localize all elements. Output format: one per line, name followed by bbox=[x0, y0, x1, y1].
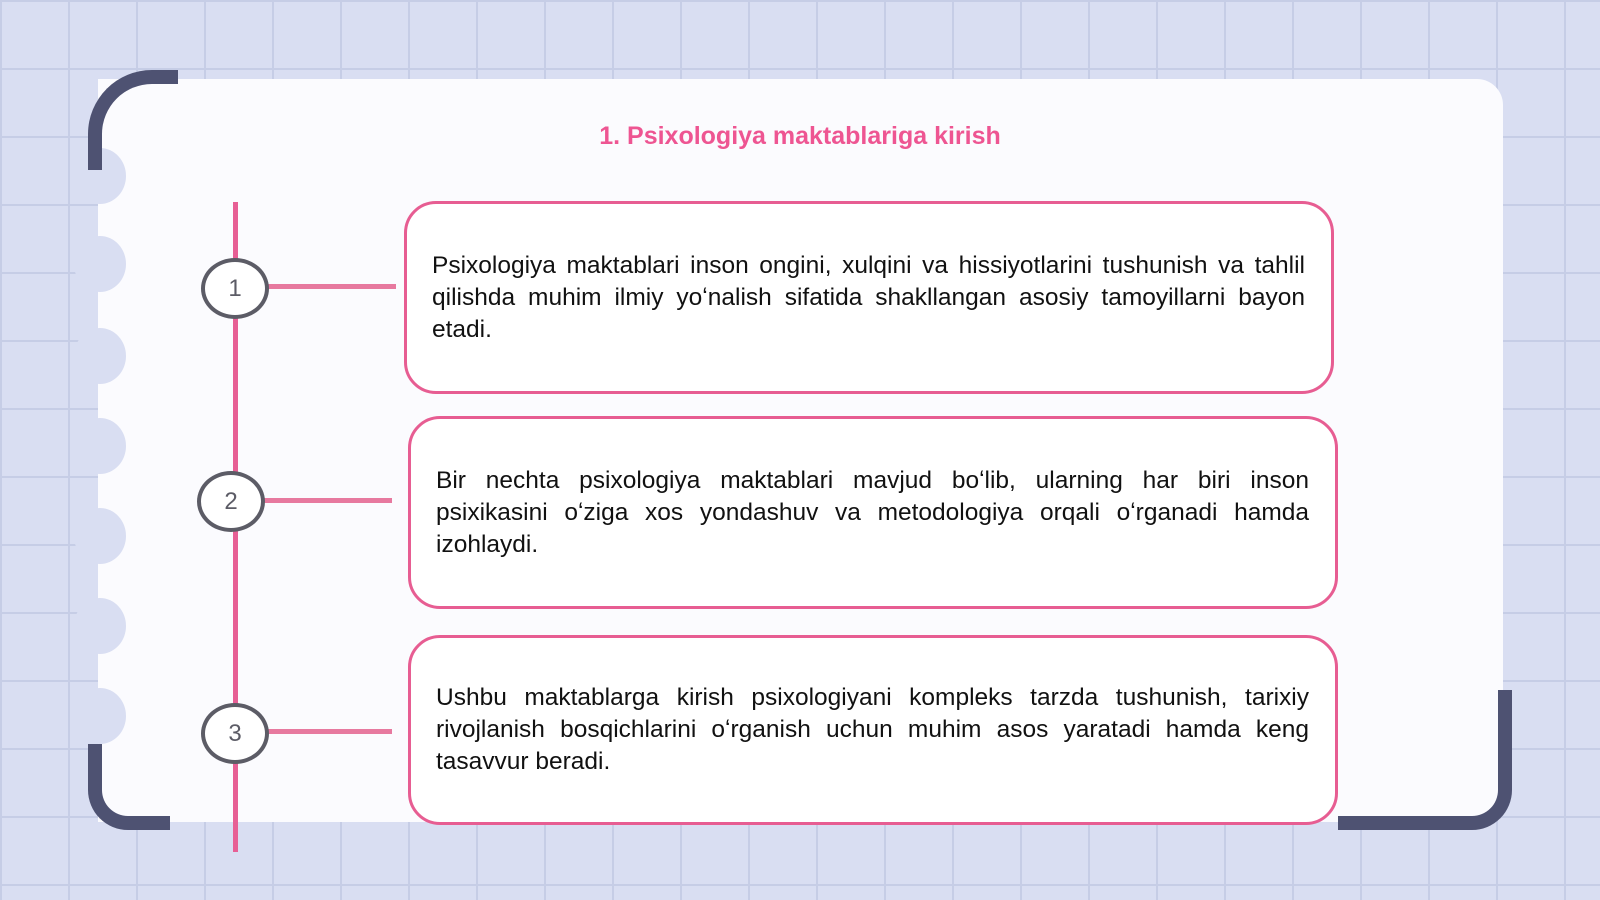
corner-bracket-bottom-right bbox=[1338, 690, 1512, 830]
notebook-hole bbox=[74, 688, 126, 744]
notebook-hole bbox=[74, 328, 126, 384]
step-3-number: 3 bbox=[201, 703, 269, 764]
step-2-number: 2 bbox=[197, 471, 265, 532]
slide-title: 1. Psixologiya maktablariga kirish bbox=[599, 122, 1001, 150]
step-1-number: 1 bbox=[201, 258, 269, 319]
step-2-text: Bir nechta psixologiya maktablari mavjud boʻlib, ularning har biri inson psixikasini oʻziga xos yondashuv va metodologiya orqali oʻrganadi hamda izohlaydi. bbox=[436, 466, 1309, 558]
step-2-card bbox=[408, 416, 1338, 609]
notebook-hole bbox=[74, 508, 126, 564]
step-1-text: Psixologiya maktablari inson ongini, xulqini va hissiyotlarini tushunish va tahlil qilishda muhim ilmiy yoʻnalish sifatida shakllangan asosiy tamoyillarni bayon etadi. bbox=[432, 251, 1305, 343]
step-1-connector bbox=[268, 284, 396, 289]
notebook-hole bbox=[74, 598, 126, 654]
step-2-connector bbox=[264, 498, 392, 503]
step-3-connector bbox=[268, 729, 392, 734]
step-1-card bbox=[404, 201, 1334, 394]
corner-bracket-bottom-left bbox=[88, 744, 170, 830]
step-3-text: Ushbu maktablarga kirish psixologiyani kompleks tarzda tushunish, tarixiy rivojlanish bosqichlarini oʻrganish uchun muhim asos yaratadi hamda keng tasavvur beradi. bbox=[436, 684, 1309, 775]
step-3-card bbox=[408, 635, 1338, 825]
notebook-hole bbox=[74, 236, 126, 292]
notebook-hole bbox=[74, 418, 126, 474]
